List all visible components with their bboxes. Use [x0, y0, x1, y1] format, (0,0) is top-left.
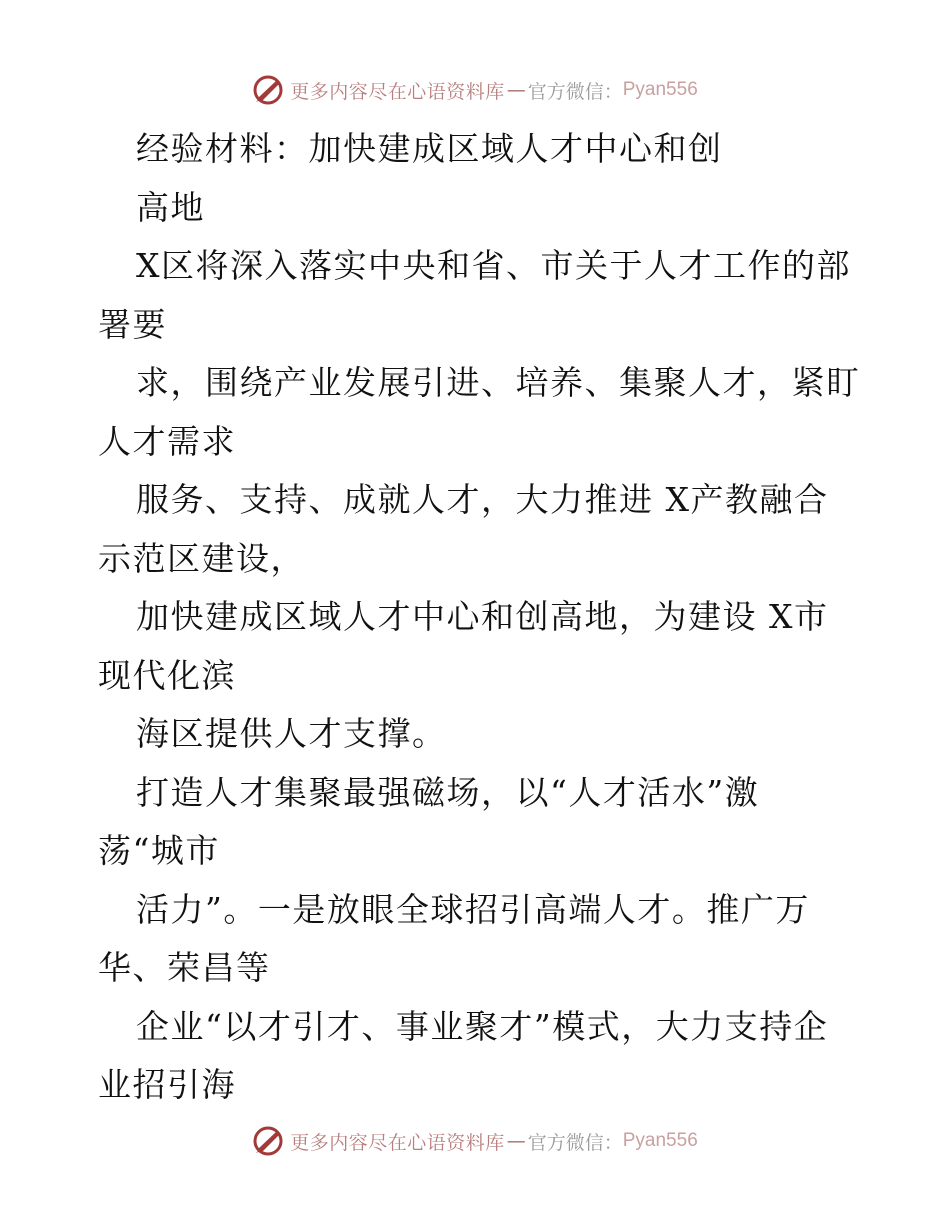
text-line: 打造人才集聚最强磁场，以“人才活水”激 [136, 772, 760, 812]
watermark-wechat-label: 官方微信： [527, 80, 623, 103]
watermark-brand: 更多内容尽在心语资料库 [290, 1131, 505, 1154]
watermark-wechat-id: Pyan556 [622, 79, 698, 100]
text-line: 企业“以才引才、事业聚才”模式，大力支持企 [136, 1006, 829, 1046]
text-line: 人才需求 [98, 421, 236, 461]
text-line: 业招引海 [98, 1065, 236, 1104]
text-line: 经验材料：加快建成区域人才中心和创 [136, 129, 723, 168]
text-line: 高地 [136, 187, 205, 227]
text-line: 活力”。一是放眼全球招引高端人才。推广万 [136, 889, 810, 929]
text-line: 荡“城市 [98, 831, 220, 870]
text-line: 海区提供人才支撑。 [136, 714, 447, 753]
watermark-wechat-label: 官方微信： [527, 1131, 623, 1154]
watermark-dash: — [506, 1130, 526, 1152]
watermark-wechat-id: Pyan556 [622, 1130, 698, 1151]
header-watermark [0, 72, 950, 108]
text-line: 服务、支持、成就人才，大力推进 X产教融合 [136, 480, 829, 519]
text-line: X区将深入落实中央和省、市关于人才工作的部 [136, 246, 851, 285]
text-line: 华、荣昌等 [98, 948, 271, 987]
library-logo-icon [252, 74, 284, 106]
text-line: 示范区建设， [98, 538, 305, 578]
watermark-brand: 更多内容尽在心语资料库 [290, 80, 505, 103]
text-line: 现代化滨 [98, 655, 236, 695]
watermark-dash: — [506, 79, 526, 101]
text-line: 求，围绕产业发展引进、培养、集聚人才，紧盯 [136, 363, 861, 402]
footer-watermark [0, 1123, 950, 1159]
library-logo-icon [252, 1125, 284, 1157]
text-line: 加快建成区域人才中心和创高地，为建设 X市 [136, 597, 829, 636]
text-line: 署要 [98, 304, 167, 344]
document-body [98, 120, 878, 1115]
